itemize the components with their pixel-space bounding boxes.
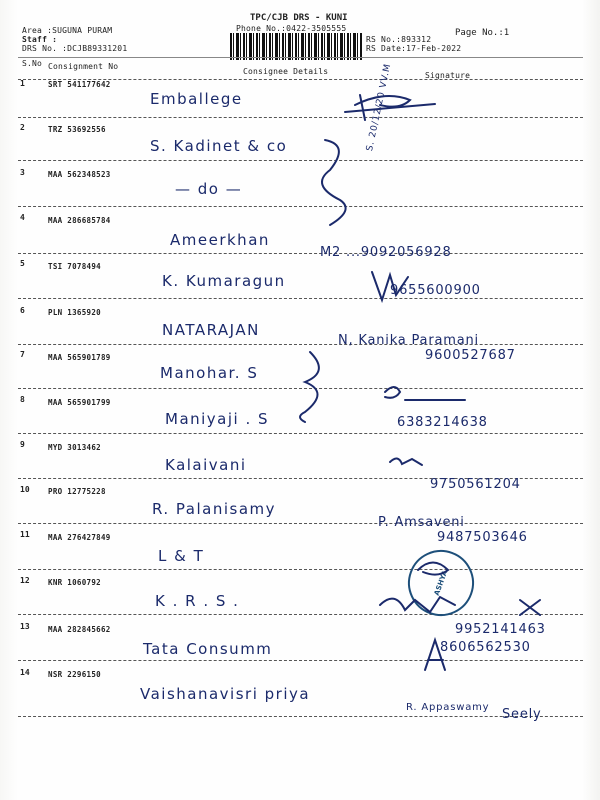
signature-row1-scribble bbox=[345, 95, 435, 120]
consignee-name: S. Kadinet & co bbox=[150, 137, 288, 155]
col-consignment: Consignment No bbox=[48, 62, 119, 71]
consignee-name: Maniyaji . S bbox=[165, 410, 270, 428]
rs-date: RS Date:17-Feb-2022 bbox=[366, 44, 462, 53]
col-signature: Signature bbox=[425, 71, 471, 80]
row-sno: 10 bbox=[20, 485, 30, 494]
row-sno: 7 bbox=[20, 350, 25, 359]
rubber-stamp-icon: ASHYA bbox=[399, 541, 484, 626]
consignee-name: K. Kumaragun bbox=[162, 272, 286, 290]
consignee-name: NATARAJAN bbox=[162, 321, 260, 339]
signature-row13-phone2: 8606562530 bbox=[440, 640, 531, 655]
consignment-number: MAA 286685784 bbox=[48, 216, 111, 225]
consignee-name: Vaishanavisri priya bbox=[140, 685, 311, 703]
area-label: Area :SUGUNA PURAM bbox=[22, 26, 113, 35]
consignment-number: MAA 282845662 bbox=[48, 625, 111, 634]
signature-row6: N, Kanika Paramani bbox=[338, 333, 479, 348]
row-sno: 6 bbox=[20, 306, 25, 315]
signature-row4: M2 ...9092056928 bbox=[320, 245, 452, 260]
drs-number: DRS No. :DCJB89331201 bbox=[22, 44, 128, 53]
brace-stroke-2 bbox=[300, 352, 319, 422]
signature-row12-scribble bbox=[380, 597, 540, 615]
signature-row10: P. Amsaveni bbox=[378, 515, 465, 530]
consignment-number: TRZ 53692556 bbox=[48, 125, 106, 134]
signature-row5: 9655600900 bbox=[390, 283, 481, 298]
consignment-number: KNR 1060792 bbox=[48, 578, 101, 587]
consignee-name: Manohar. S bbox=[160, 364, 259, 382]
col-sno: S.No bbox=[22, 59, 43, 68]
consignee-name: L & T bbox=[158, 547, 205, 565]
signature-row8-scribble bbox=[385, 387, 465, 400]
staff-label: Staff : bbox=[22, 35, 58, 44]
row-sno: 8 bbox=[20, 395, 25, 404]
side-note: S. 20/12/20 VV.M bbox=[365, 62, 394, 153]
consignee-name: — do — bbox=[175, 180, 243, 198]
consignment-number: SRT 541177642 bbox=[48, 80, 111, 89]
signature-row8-phone: 6383214638 bbox=[397, 415, 488, 430]
consignee-name: R. Palanisamy bbox=[152, 500, 277, 518]
rs-number: RS No.:893312 bbox=[366, 35, 432, 44]
consignment-number: MYD 3013462 bbox=[48, 443, 101, 452]
row-sno: 13 bbox=[20, 622, 30, 631]
signature-row14a: R. Appaswamy bbox=[406, 702, 490, 713]
consignment-number: PLN 1365920 bbox=[48, 308, 101, 317]
col-consignee-details: Consignee Details bbox=[243, 67, 329, 76]
signature-row6-phone: 9600527687 bbox=[425, 348, 516, 363]
row-sno: 4 bbox=[20, 213, 25, 222]
consignment-number: MAA 276427849 bbox=[48, 533, 111, 542]
consignment-number: TSI 7078494 bbox=[48, 262, 101, 271]
signature-row5-scribble bbox=[372, 272, 408, 300]
signature-row9-scribble bbox=[390, 458, 422, 465]
consignment-number: MAA 562348523 bbox=[48, 170, 111, 179]
row-sno: 11 bbox=[20, 530, 30, 539]
signature-row13-scribble bbox=[425, 640, 445, 670]
consignee-name: K . R . S . bbox=[155, 592, 240, 610]
consignment-number: PRO 12775228 bbox=[48, 487, 106, 496]
consignee-name: Ameerkhan bbox=[170, 231, 270, 249]
consignment-number: NSR 2296150 bbox=[48, 670, 101, 679]
signature-row14b: Seely bbox=[502, 707, 542, 722]
phone-number: Phone No.:0422-3505555 bbox=[236, 24, 347, 33]
page-number: Page No.:1 bbox=[455, 28, 510, 38]
signature-row13-phone1: 9952141463 bbox=[455, 622, 546, 637]
row-sno: 3 bbox=[20, 168, 25, 177]
row-sno: 12 bbox=[20, 576, 30, 585]
row-sno: 1 bbox=[20, 79, 25, 88]
consignment-number: MAA 565901789 bbox=[48, 353, 111, 362]
consignee-name: Tata Consumm bbox=[143, 640, 273, 658]
consignee-name: Emballege bbox=[150, 90, 243, 108]
row-sno: 9 bbox=[20, 440, 25, 449]
row-sno: 14 bbox=[20, 668, 30, 677]
consignment-number: MAA 565901799 bbox=[48, 398, 111, 407]
row-sno: 2 bbox=[20, 123, 25, 132]
signature-row9: 9750561204 bbox=[430, 477, 521, 492]
row-sno: 5 bbox=[20, 259, 25, 268]
consignee-name: Kalaivani bbox=[165, 456, 247, 474]
sheet-title: TPC/CJB DRS - KUNI bbox=[250, 13, 348, 23]
brace-stroke bbox=[322, 140, 346, 225]
signature-row12-top bbox=[418, 563, 448, 575]
signature-row11-phone: 9487503646 bbox=[437, 530, 528, 545]
